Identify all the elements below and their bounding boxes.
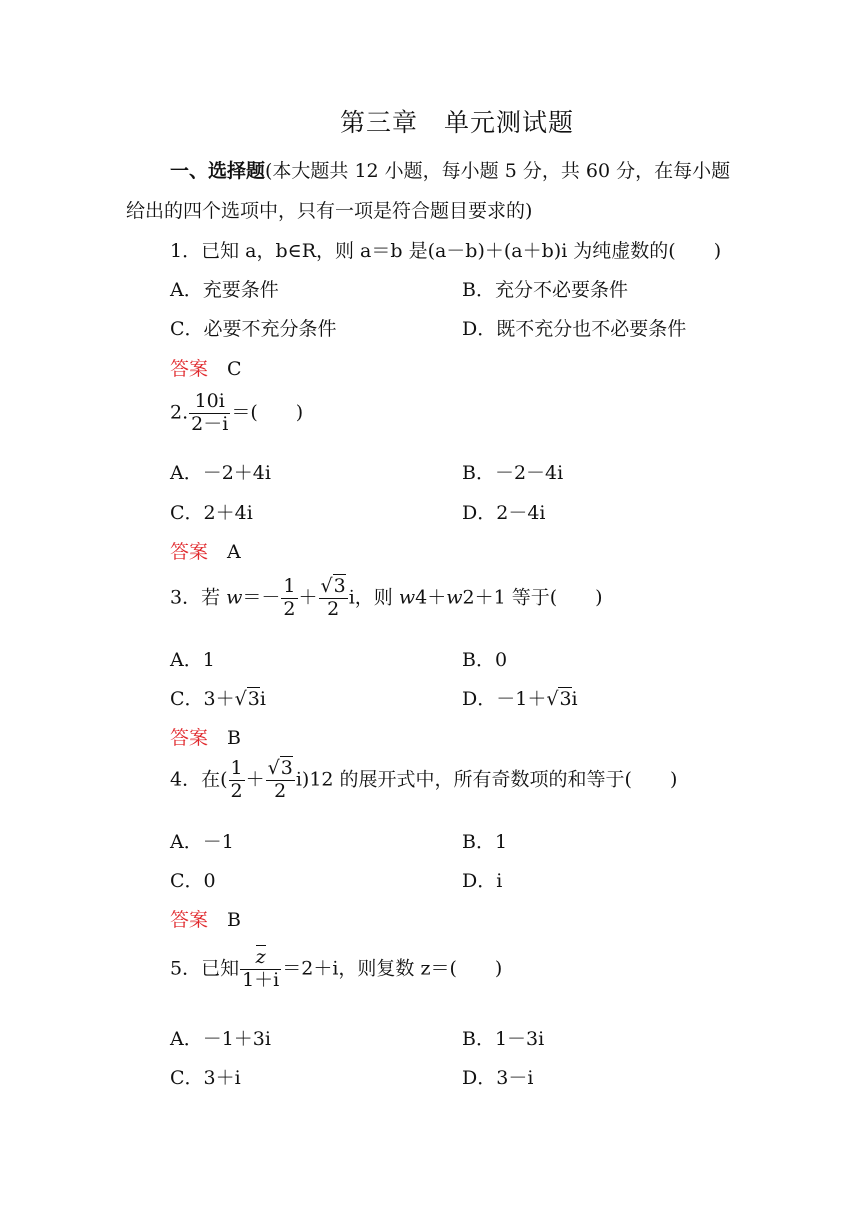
answer-value: A [227, 541, 241, 563]
q3-option-a: A．1 [170, 649, 215, 671]
fraction-numerator [240, 947, 281, 970]
q1-option-b: B．充分不必要条件 [462, 279, 628, 301]
sqrt-symbol: √3 [234, 688, 260, 710]
answer-value: C [227, 358, 242, 380]
q5-option-c: C．3＋i [170, 1067, 241, 1089]
q4-option-a: A．－1 [170, 831, 234, 853]
question-text: i，则 [348, 586, 399, 609]
fraction-denominator: 2 [327, 597, 340, 620]
q1-option-a: A．充要条件 [170, 279, 279, 301]
answer-label: 答案 [170, 727, 209, 749]
option-text: C．3＋ [170, 688, 235, 710]
q2-option-c: C．2＋4i [170, 502, 253, 524]
q3-answer [170, 723, 241, 750]
section-intro-line2: 给出的四个选项中，只有一项是符合题目要求的) [126, 200, 533, 222]
question-number: 1． [170, 240, 202, 262]
option-text: D．－1＋ [462, 688, 547, 710]
q5-option-d: D．3－i [462, 1067, 534, 1089]
plus: ＋ [298, 586, 318, 609]
q5-option-b: B．1－3i [462, 1028, 545, 1050]
q4-option-c: C．0 [170, 870, 216, 892]
q2-option-b: B．－2－4i [462, 462, 564, 484]
fraction-half [281, 576, 297, 621]
question-5 [170, 947, 502, 992]
section-header [170, 156, 730, 183]
question-number: 5．已知 [170, 957, 240, 980]
sqrt-symbol: √3 [267, 757, 293, 779]
option-text: i [571, 688, 578, 710]
question-text: 4＋ [415, 586, 447, 609]
q4-option-b: B．1 [462, 831, 508, 853]
q1-option-d: D．既不充分也不必要条件 [462, 318, 687, 340]
question-number: 4．在( [170, 768, 228, 791]
q2-answer [170, 537, 241, 564]
question-text: i)12 的展开式中，所有奇数项的和等于( ) [295, 768, 678, 791]
answer-label: 答案 [170, 541, 209, 563]
q1-option-c: C．必要不充分条件 [170, 318, 337, 340]
question-text: ＝( ) [231, 401, 304, 424]
q3-option-d [462, 684, 578, 711]
question-3 [170, 576, 603, 621]
fraction-sqrt3-over-2 [266, 758, 295, 803]
option-text: i [259, 688, 266, 710]
sqrt-symbol: √3 [546, 688, 572, 710]
variable-w: w [226, 586, 243, 609]
radicand: 3 [333, 575, 346, 597]
question-text: 2＋1 等于( ) [462, 586, 603, 609]
fraction-denominator: 1＋i [242, 968, 280, 991]
conjugate-z: z [255, 946, 266, 968]
q1-answer [170, 354, 242, 381]
answer-value: B [227, 727, 241, 749]
question-number: 3．若 [170, 586, 227, 609]
question-2 [170, 391, 303, 436]
q2-option-a: A．－2＋4i [170, 462, 271, 484]
q3-option-c [170, 684, 266, 711]
q2-option-d: D．2－4i [462, 502, 546, 524]
fraction-half [229, 758, 245, 803]
radicand: 3 [247, 688, 260, 710]
fraction-numerator: 1 [230, 757, 243, 779]
q4-answer [170, 905, 241, 932]
fraction-numerator [266, 758, 295, 781]
fraction-sqrt3-over-2 [319, 576, 348, 621]
fraction-denominator: 2 [274, 779, 287, 802]
section-intro-line1: (本大题共 12 小题，每小题 5 分，共 60 分，在每小题 [265, 160, 731, 182]
equals: ＝－ [242, 586, 281, 609]
fraction [240, 947, 281, 992]
answer-label: 答案 [170, 358, 209, 380]
variable-w: w [446, 586, 463, 609]
q5-option-a: A．－1＋3i [170, 1028, 271, 1050]
question-4 [170, 758, 677, 803]
answer-label: 答案 [170, 909, 209, 931]
section-heading: 一、选择题 [170, 160, 266, 182]
plus: ＋ [245, 768, 265, 791]
answer-value: B [227, 909, 241, 931]
fraction-denominator: 2－i [191, 412, 229, 435]
fraction-numerator: 1 [283, 575, 296, 597]
q4-option-d: D．i [462, 870, 503, 892]
sqrt-symbol: √3 [320, 575, 346, 597]
fraction [189, 391, 230, 436]
q3-option-b: B．0 [462, 649, 508, 671]
question-number: 2. [170, 401, 189, 424]
question-1 [170, 236, 721, 263]
fraction-numerator: 10i [189, 391, 230, 414]
variable-w: w [398, 586, 416, 609]
radicand: 3 [559, 688, 572, 710]
fraction-denominator: 2 [283, 597, 296, 620]
fraction-numerator [319, 576, 348, 599]
fraction-denominator: 2 [230, 779, 243, 802]
question-text: ＝2＋i，则复数 z＝( ) [282, 957, 503, 980]
question-text: 已知 a，b∈R，则 a＝b 是(a－b)＋(a＋b)i 为纯虚数的( ) [201, 240, 722, 262]
page-title: 第三章 单元测试题 [340, 108, 575, 137]
radicand: 3 [280, 757, 293, 779]
